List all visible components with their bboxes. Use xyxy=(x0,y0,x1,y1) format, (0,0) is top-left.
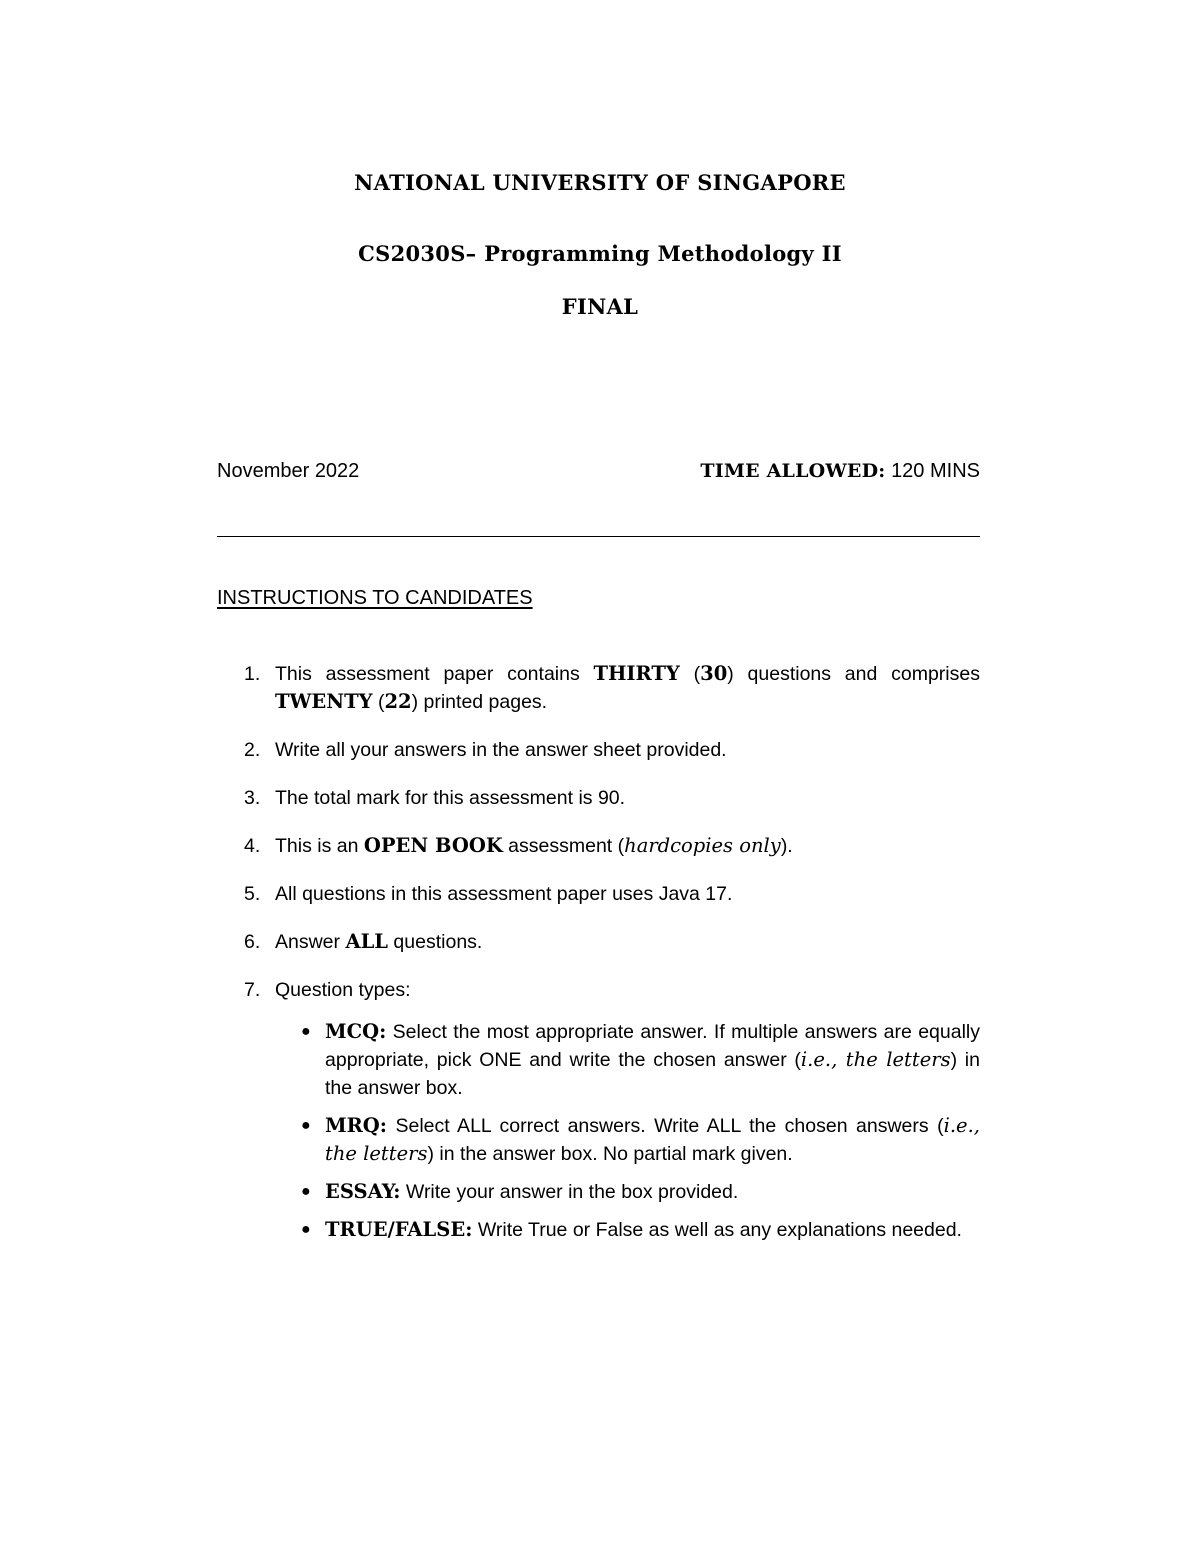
item-number: 7. xyxy=(244,979,261,1001)
time-allowed-label: TIME ALLOWED: xyxy=(700,460,886,482)
bold-text: 22 xyxy=(384,690,412,713)
italic-text: i.e., the letters xyxy=(325,1114,980,1165)
instruction-item xyxy=(217,976,980,1244)
question-type-label: MCQ: xyxy=(325,1020,387,1043)
text-segment: ) in the answer box. xyxy=(325,1049,980,1099)
text-segment: ( xyxy=(372,691,385,713)
exam-type: FINAL xyxy=(561,294,639,319)
question-type-essay xyxy=(301,1178,980,1206)
item-number: 5. xyxy=(244,883,261,905)
text-segment: ). xyxy=(780,835,793,857)
instruction-item xyxy=(217,832,980,860)
bold-text: THIRTY xyxy=(593,662,680,685)
text-segment: This assessment paper contains xyxy=(275,663,594,685)
instruction-item xyxy=(217,880,980,908)
italic-text: hardcopies only xyxy=(624,834,781,857)
bold-text: TWENTY xyxy=(275,690,373,713)
italic-text: i.e., the letters xyxy=(800,1048,951,1071)
question-type-true-false xyxy=(301,1216,980,1244)
instructions-heading: INSTRUCTIONS TO CANDIDATES xyxy=(217,587,533,609)
item-number: 6. xyxy=(244,931,261,953)
item-number: 4. xyxy=(244,835,261,857)
instruction-item xyxy=(217,736,980,764)
question-types-list xyxy=(275,1018,980,1244)
course-title: CS2030S– Programming Methodology II xyxy=(358,241,842,266)
text-segment: Question types: xyxy=(275,979,411,1001)
bullet-icon: ● xyxy=(301,1221,311,1238)
instruction-item xyxy=(217,784,980,812)
item-number: 2. xyxy=(244,739,261,761)
question-type-label: TRUE/FALSE: xyxy=(325,1218,473,1241)
bullet-icon: ● xyxy=(301,1183,311,1200)
question-type-label: MRQ: xyxy=(325,1114,387,1137)
bold-text: ALL xyxy=(345,930,389,953)
text-segment: ) in the answer box. No partial mark given. xyxy=(427,1143,793,1165)
question-type-mcq xyxy=(301,1018,980,1102)
bold-text: OPEN BOOK xyxy=(363,834,503,857)
instructions-list xyxy=(217,660,980,1264)
text-segment: Select the most appropriate answer. If multiple answers are equally appropriate, pick ONE and write the chosen answer ( xyxy=(325,1021,980,1071)
text-segment: questions. xyxy=(388,931,483,953)
text-segment: assessment ( xyxy=(502,835,625,857)
time-allowed xyxy=(700,460,980,483)
horizontal-divider xyxy=(217,536,980,537)
text-segment: Answer xyxy=(275,931,346,953)
text-segment: The total mark for this assessment is 90. xyxy=(275,787,626,809)
university-title: NATIONAL UNIVERSITY OF SINGAPORE xyxy=(354,170,846,195)
instruction-item xyxy=(217,928,980,956)
item-number: 3. xyxy=(244,787,261,809)
bullet-icon: ● xyxy=(301,1117,311,1134)
question-type-mrq xyxy=(301,1112,980,1168)
text-segment: ( xyxy=(679,663,701,685)
bold-text: 30 xyxy=(700,662,728,685)
text-segment: Select ALL correct answers. Write ALL the chosen answers ( xyxy=(386,1115,944,1137)
time-allowed-value: 120 MINS xyxy=(891,460,980,482)
instruction-item xyxy=(217,660,980,716)
text-segment: ) questions and comprises xyxy=(727,663,980,685)
text-segment: Write True or False as well as any explanations needed. xyxy=(472,1219,962,1241)
text-segment: ) printed pages. xyxy=(411,691,548,713)
item-number: 1. xyxy=(244,663,261,685)
text-segment: Write all your answers in the answer sheet provided. xyxy=(275,739,727,761)
text-segment: All questions in this assessment paper uses Java 17. xyxy=(275,883,733,905)
question-type-label: ESSAY: xyxy=(325,1180,401,1203)
bullet-icon: ● xyxy=(301,1023,311,1040)
exam-date: November 2022 xyxy=(217,460,360,482)
text-segment: Write your answer in the box provided. xyxy=(400,1181,739,1203)
text-segment: This is an xyxy=(275,835,364,857)
